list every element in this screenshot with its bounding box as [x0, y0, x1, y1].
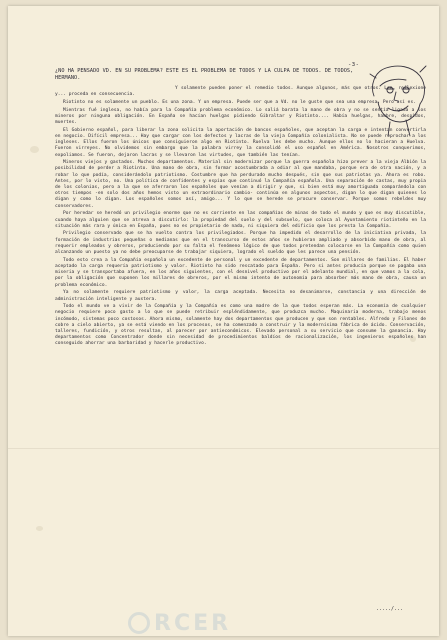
paragraph: Por heredar se heredó un privilegio enorme que no es corriente en las compañías de minas de todo el mundo y que es muy discutible, cuando haya alguien que se atreva a discutirlo: la propiedad del suelo y del subsuelo, que coloca al Ayuntamiento riotinteño en la situación más rara y única en España, pues no es propietario de nada, ni siquiera del edificio que los presta la Compañía. — [55, 211, 426, 229]
paragraph: Mientras fué inglesa, no había para la Compañía problema económico. Lo saliá barata la mano de obra y no se sentía ligada a los mineros por ninguna obligación. En España se hacían huelgas pidiendo Gibraltar y Riotinto.... Había huelgas, hambre, despidos, muertes. — [55, 107, 426, 126]
paragraph: Ya no solamente requiere patriotismo y valor, la carga aceptada. Necesita no desanimarse, constancia y una dirección de administración inteligente y austera. — [55, 290, 426, 302]
document-body — [55, 86, 426, 349]
paragraph: Y solamente pueden poner el remedio todos. Aunque algunos, más que otros. Lee, reflexione y... proceda en consecuencia. — [55, 86, 426, 98]
paper-fold — [8, 448, 439, 449]
page-number: -3- — [348, 62, 360, 68]
document-heading: ¿NO HA PENSADO VD. EN SU PROBLEMA? ESTE ES EL PROBLEMA DE TODOS Y LA CULPA DE TODOS. DE TODOS, HERMANO. — [55, 68, 354, 81]
paragraph: Todo esto crea a la Compañía española un excedente de personal y un excedente de departamentos. Son millares de familias. El haber aceptado la carga requería patriotismo y valor. Riotinto ha sido rescatado para España. Pero si antes producía porque se pagaba una miseria y se transportaba afuera, en los años siguientes, con el desnivel productivo por el adelanto mundial, en que vamos a la cola, por la obligación que suponen los millares de obreros, por el mismo intento de autonomía para absorber más mano de obra, causa un problema económico. — [55, 257, 426, 288]
paragraph: El Gobierno español, para liberar la zona solicita la aportación de bancos españoles, que aceptan la carga e intentan convertirla en negocio. Difícil empresa... Hay que cargar con los defectos y lacras de la vieja Compañía colonialista. No se puede reprochar a los ingleses. Ellos fueron los únicos que consiguieron algo en Riotinto. Ruelva les debe mucho. Aunque ellos no lo hacieran a Huelva. Fueron virreyes. No olvidemos sin embargo que la palabra virrey la consolidó el uso español en América. Nosotros conquerimos, expoliamos. Se fueron, dejaron lacras y se llevaron las virtudes, que también las tenían. — [55, 127, 426, 158]
watermark-text: RCER — [154, 611, 232, 636]
paragraph: Mineros viejos y gastados. Muchos departamentos. Material sin modernizar porque la guerra española hizo prever a la vieja Albión la posibilidad de perder a Riotinto. Una mano de obra, sin formar acostumbrada a odiar al que mandaba, porque era de otra nación, y a robar lo que podía, considerándolo patriotismo. Costumbre que ha perdurado mucho después, sin que sus patriotas ya. Ahora es robo. Antes, por lo visto, no. Una política de confidentes y espías que continuó la Compañía española. Una separación de castas, muy propia de los colonias, pero a la que se aferraron los españoles que venían a dirigir y que, si bien está muy amortiguada comparándola con otros tiempos -en solo dos años hemos visto un extraordinario cambio- continúa en algunos aspectos, digan lo que digan quienes lo digan y como lo digan. Los españoles somos así, amigo... Y lo que se herede se procure conservar. Porque somos rebeldes muy conservadores. — [55, 160, 426, 209]
continuation-mark: ...../... — [376, 606, 404, 612]
paragraph: Todo el mundo ve a vivir de la Compañía y la Compañía es como una madre de la que todos esperan más. La economía de cualquier negocio requiere poco gasto a lo que se puede retribuir espléndidamente, que produzca mucho. Maquinaria moderna, trabajo menos incómodo, sistemas poco costosos. Ahora mismo, solamente hay dos departamentos que producen y que son rentables. Alfredo y Filones de cobre a cielo abierto, ya se está viendo en los procesos, se ha comenzado a construir y la modernísima fábrica de ácido. Conservación, talleres, fundición, y otros resultan, al parecer por antieconómicos. Elevado personal a su servicio que consume la ganancia. Hay departamentos como Concentrador donde sin necesidad de procedimientos baldíos de racionalización, los ingenieros españoles han conseguido ahorrar una barbaridad y hacerle productivo. — [55, 304, 426, 347]
paragraph: Riotinto no es solamente un pueblo. Es una zona. Y un empresa. Puede ser que a Vd. no le guste que sea una empresa. Pero así es. — [63, 99, 416, 105]
paragraph: Privilegio conservado que se ha vuelto contra los privilegiados. Porque ha impedido el desarrollo de la iniciativa privada, la formación de industrias pequeñas o medianas que en el transcurso de estos años se hubieran ampliado y absorbido mano de obra, al requerir empleados y obreros, produciendo por su falta el fenómeno lógico de que todos pretendan colocarse en la Compañía como quien alcanzando un puesto ya no debe preocuparse de trabajar siquiera, logrado el sueldo que les parece una pensión. — [55, 231, 426, 256]
document-page — [8, 6, 439, 636]
watermark-logo-icon — [128, 612, 150, 634]
